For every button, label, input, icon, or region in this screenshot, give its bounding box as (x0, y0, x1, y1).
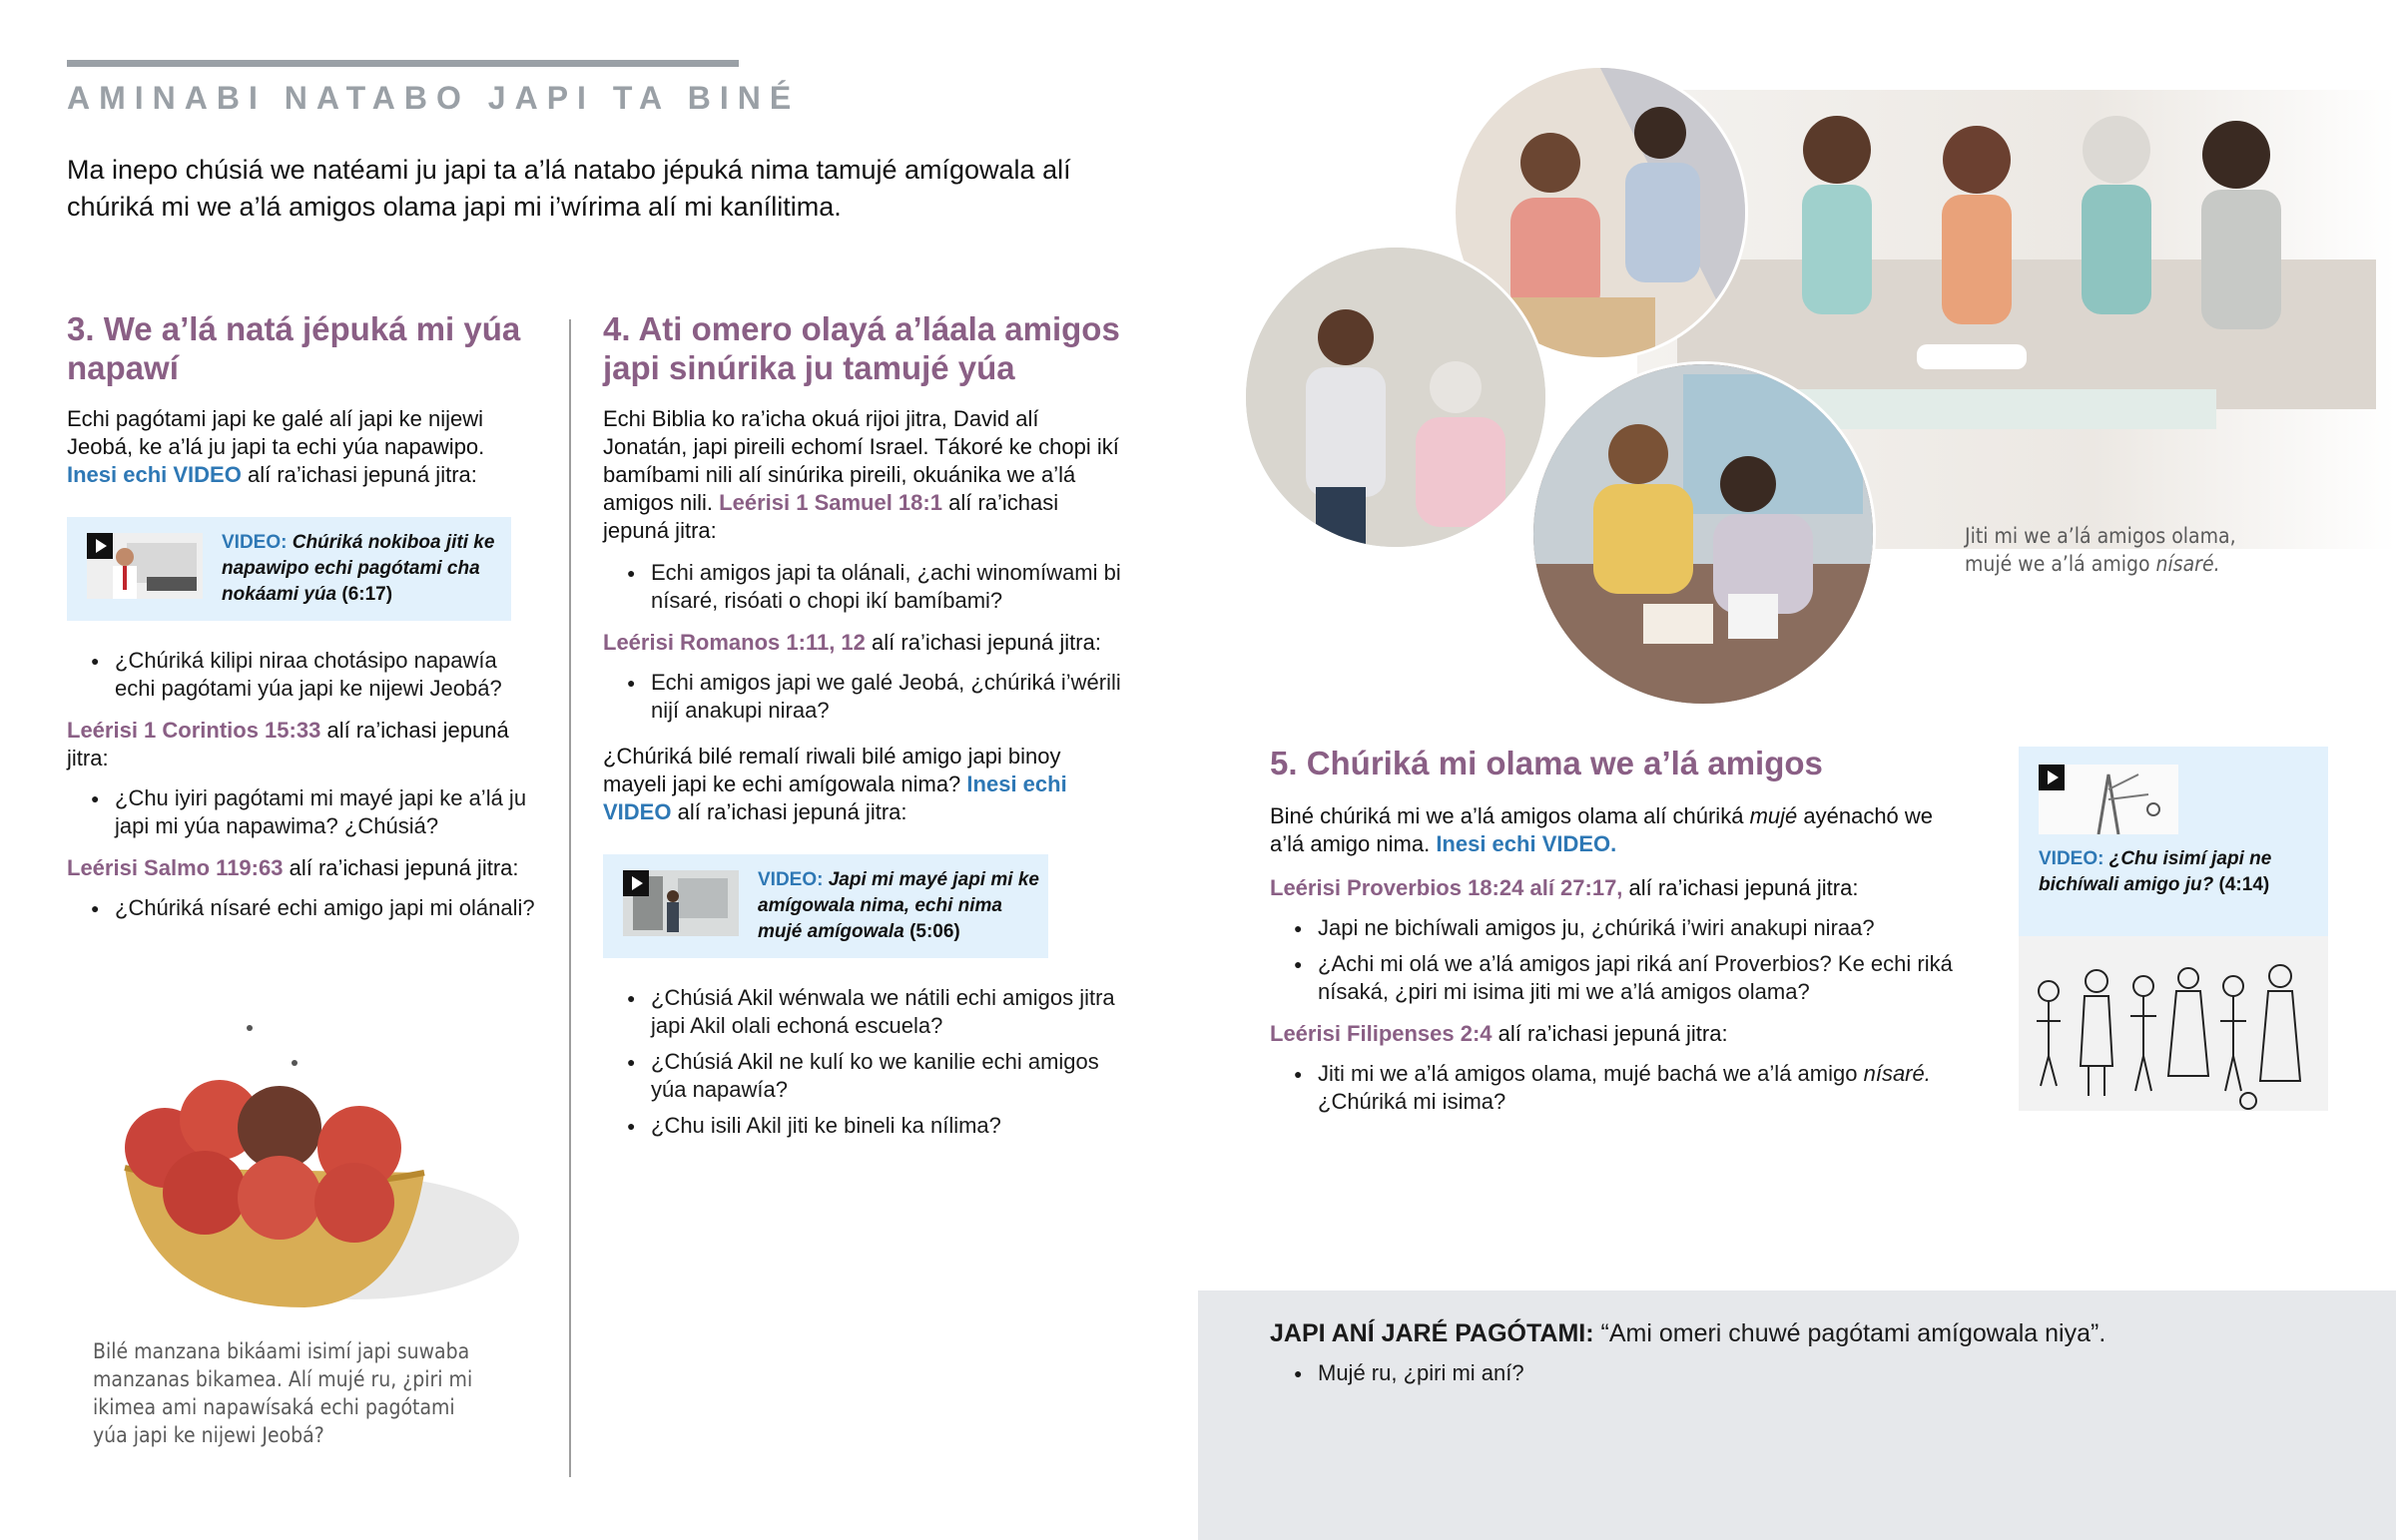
reflection-label: JAPI ANÍ JARÉ PAGÓTAMI: (1270, 1319, 1594, 1347)
question-list (67, 784, 536, 840)
video-label: VIDEO: ¿Chu isimí japi ne bichíwali amigo ju? (4:14) (2039, 848, 2272, 895)
question-item: ● ¿Chúsiá Akil ne kulí ko we kanilie echi amigos yúa napawía? (651, 1048, 1127, 1104)
question-item: ● ¿Achi mi olá we a’lá amigos japi riká aní Proverbios? Ke echi riká nísaká, ¿piri mi isima jiti mi we a’lá amigos olama? (1318, 950, 1969, 1006)
question-item: ● Jiti mi we a’lá amigos olama, mujé bachá we a’lá amigo nísaré. ¿Chúriká mi isima? (1318, 1060, 1969, 1116)
question-item: ● Japi ne bichíwali amigos ju, ¿chúriká i’wiri anakupi niraa? (1318, 914, 1969, 942)
question-item: ● ¿Chúsiá Akil wénwala we nátili echi amigos jitra japi Akil olali echoná escuela? (651, 984, 1127, 1040)
apple-caption: Bilé manzana bikáami isimí japi suwaba manzanas bikamea. Alí mujé ru, ¿piri mi ikimea ami napawísaká echi pagótami yúa japi ke nijewi Jeobá? (93, 1339, 473, 1447)
video-thumbnail[interactable] (623, 870, 739, 936)
scripture-reference: Leérisi Romanos 1:11, 12 alí ra’ichasi jepuná jitra: (603, 630, 1101, 655)
scripture-link[interactable]: Leérisi 1 Corintios 15:33 (67, 718, 321, 743)
play-icon[interactable] (87, 533, 113, 559)
question-list (67, 894, 536, 922)
section-3-heading: 3. We a’lá natá jépuká mi yúa napawí (67, 310, 521, 386)
section-5-heading: 5. Chúriká mi olama we a’lá amigos (1270, 745, 1823, 781)
question-list (1270, 1359, 2368, 1387)
section-5 (1270, 744, 1969, 1124)
section-3 (67, 309, 536, 930)
scripture-link[interactable]: Leérisi Filipenses 2:4 (1270, 1021, 1493, 1046)
video-card[interactable] (67, 517, 511, 621)
section-4-text: Echi Biblia ko ra’icha okuá rijoi jitra, David alí Jonatán, japi pireili echomí Israel. Tákoré ke chopi ikí bamíbami nili alí sinúrika pireili, okuánika we a’lá amigos nili. Leérisi 1 Samuel 18:1 alí ra’ichasi jepuná jitra: (603, 406, 1119, 543)
video-link[interactable]: Inesi echi VIDEO. (1436, 831, 1617, 856)
question-item: ● Echi amigos japi we galé Jeobá, ¿chúriká i’wérili nijí anakupi niraa? (651, 669, 1127, 725)
play-icon[interactable] (2039, 765, 2065, 790)
reflection-quote: “Ami omeri chuwé pagótami amígowala niya”. (1600, 1319, 2106, 1347)
question-list (603, 669, 1127, 725)
top-rule (67, 60, 739, 67)
video-card[interactable] (2019, 747, 2328, 1111)
section-3-text: Echi pagótami japi ke galé alí japi ke nijewi Jeobá, ke a’lá ju japi ta echi yúa napawipo. Inesi echi VIDEO alí ra’ichasi jepuná jitra: (67, 406, 485, 487)
question-item: ● ¿Chu iyiri pagótami mi mayé japi ke a’lá ju japi mi yúa napawima? ¿Chúsiá? (115, 784, 536, 840)
question-item: ● Echi amigos japi ta olánali, ¿achi winomíwami bi nísaré, risóati o chopi ikí bamíbami? (651, 559, 1127, 615)
photo-caption: Jiti mi we a’lá amigos olama, mujé we a’lá amigo nísaré. (1965, 524, 2236, 576)
apple-bowl-illustration (105, 1008, 524, 1317)
question-item: ● ¿Chúriká nísaré echi amigo japi mi olánali? (115, 894, 536, 922)
elderly-visit-photo (1243, 245, 1548, 550)
question-list (67, 647, 536, 703)
video-thumbnail[interactable] (87, 533, 203, 599)
play-icon[interactable] (623, 870, 649, 896)
column-divider (569, 319, 571, 1477)
video-label: VIDEO: Japi mi mayé japi mi ke amígowala nima, echi nima mujé amígowala (5:06) (758, 869, 1039, 942)
section-5-text: Biné chúriká mi we a’lá amigos olama alí chúriká mujé ayénachó we a’lá amigo nima. Inesi echi VIDEO. (1270, 803, 1934, 856)
people-line-drawing (2019, 936, 2328, 1111)
video-label: VIDEO: Chúriká nokiboa jiti ke napawipo echi pagótami cha nokáami yúa (6:17) (222, 532, 495, 605)
people-line-drawing-art (2019, 936, 2328, 1111)
scripture-reference: Leérisi Salmo 119:63 alí ra’ichasi jepuná jitra: (67, 855, 519, 880)
question-item: ● ¿Chu isili Akil jiti ke bineli ka nílima? (651, 1112, 1127, 1140)
video-card[interactable] (603, 854, 1048, 958)
intro-text: Ma inepo chúsiá we natéami ju japi ta a’lá natabo jépuká nima tamujé amígowala alí chúriká mi we a’lá amigos olama japi mi i’wírima alí mi kanílitima. (67, 155, 1071, 222)
elderly-visit-photo-art (1246, 248, 1545, 547)
question-list (1270, 1060, 1969, 1116)
video-thumbnail[interactable] (2039, 765, 2178, 834)
video-link[interactable]: Inesi echi VIDEO (67, 462, 242, 487)
section-4-text-b: ¿Chúriká bilé remalí riwali bilé amigo japi binoy mayeli japi ke echi amígowala nima? Inesi echi VIDEO alí ra’ichasi jepuná jitra: (603, 744, 1067, 824)
question-item: ● Mujé ru, ¿piri mi aní? (1318, 1359, 2368, 1387)
video-link[interactable]: Inesi echi VIDEO (603, 771, 1067, 824)
question-list (1270, 914, 1969, 1006)
scripture-link[interactable]: Leérisi Salmo 119:63 (67, 855, 284, 880)
question-list (603, 559, 1127, 615)
question-item: ● ¿Chúriká kilipi niraa chotásipo napawía echi pagótami yúa japi ke nijewi Jeobá? (115, 647, 536, 703)
scripture-link[interactable]: Leérisi Romanos 1:11, 12 (603, 630, 866, 655)
comforting-friend-photo-art (1533, 364, 1873, 704)
section-4-heading: 4. Ati omero olayá a’láala amigos japi sinúrika ju tamujé yúa (603, 310, 1120, 386)
reflection-statement (1270, 1317, 2368, 1349)
scripture-reference: Leérisi Filipenses 2:4 alí ra’ichasi jepuná jitra: (1270, 1021, 1728, 1046)
reflection-content (1270, 1317, 2368, 1395)
comforting-friend-photo (1530, 361, 1876, 707)
section-4 (603, 309, 1127, 1148)
scripture-link[interactable]: Leérisi Proverbios 18:24 alí 27:17, (1270, 875, 1623, 900)
scripture-reference: Leérisi Proverbios 18:24 alí 27:17, alí ra’ichasi jepuná jitra: (1270, 875, 1859, 900)
scripture-link[interactable]: Leérisi 1 Samuel 18:1 (719, 490, 942, 515)
scripture-reference: Leérisi 1 Corintios 15:33 alí ra’ichasi jepuná jitra: (67, 718, 509, 770)
lesson-kicker: AMINABI NATABO JAPI TA BINÉ (67, 80, 801, 116)
question-list (603, 984, 1127, 1140)
